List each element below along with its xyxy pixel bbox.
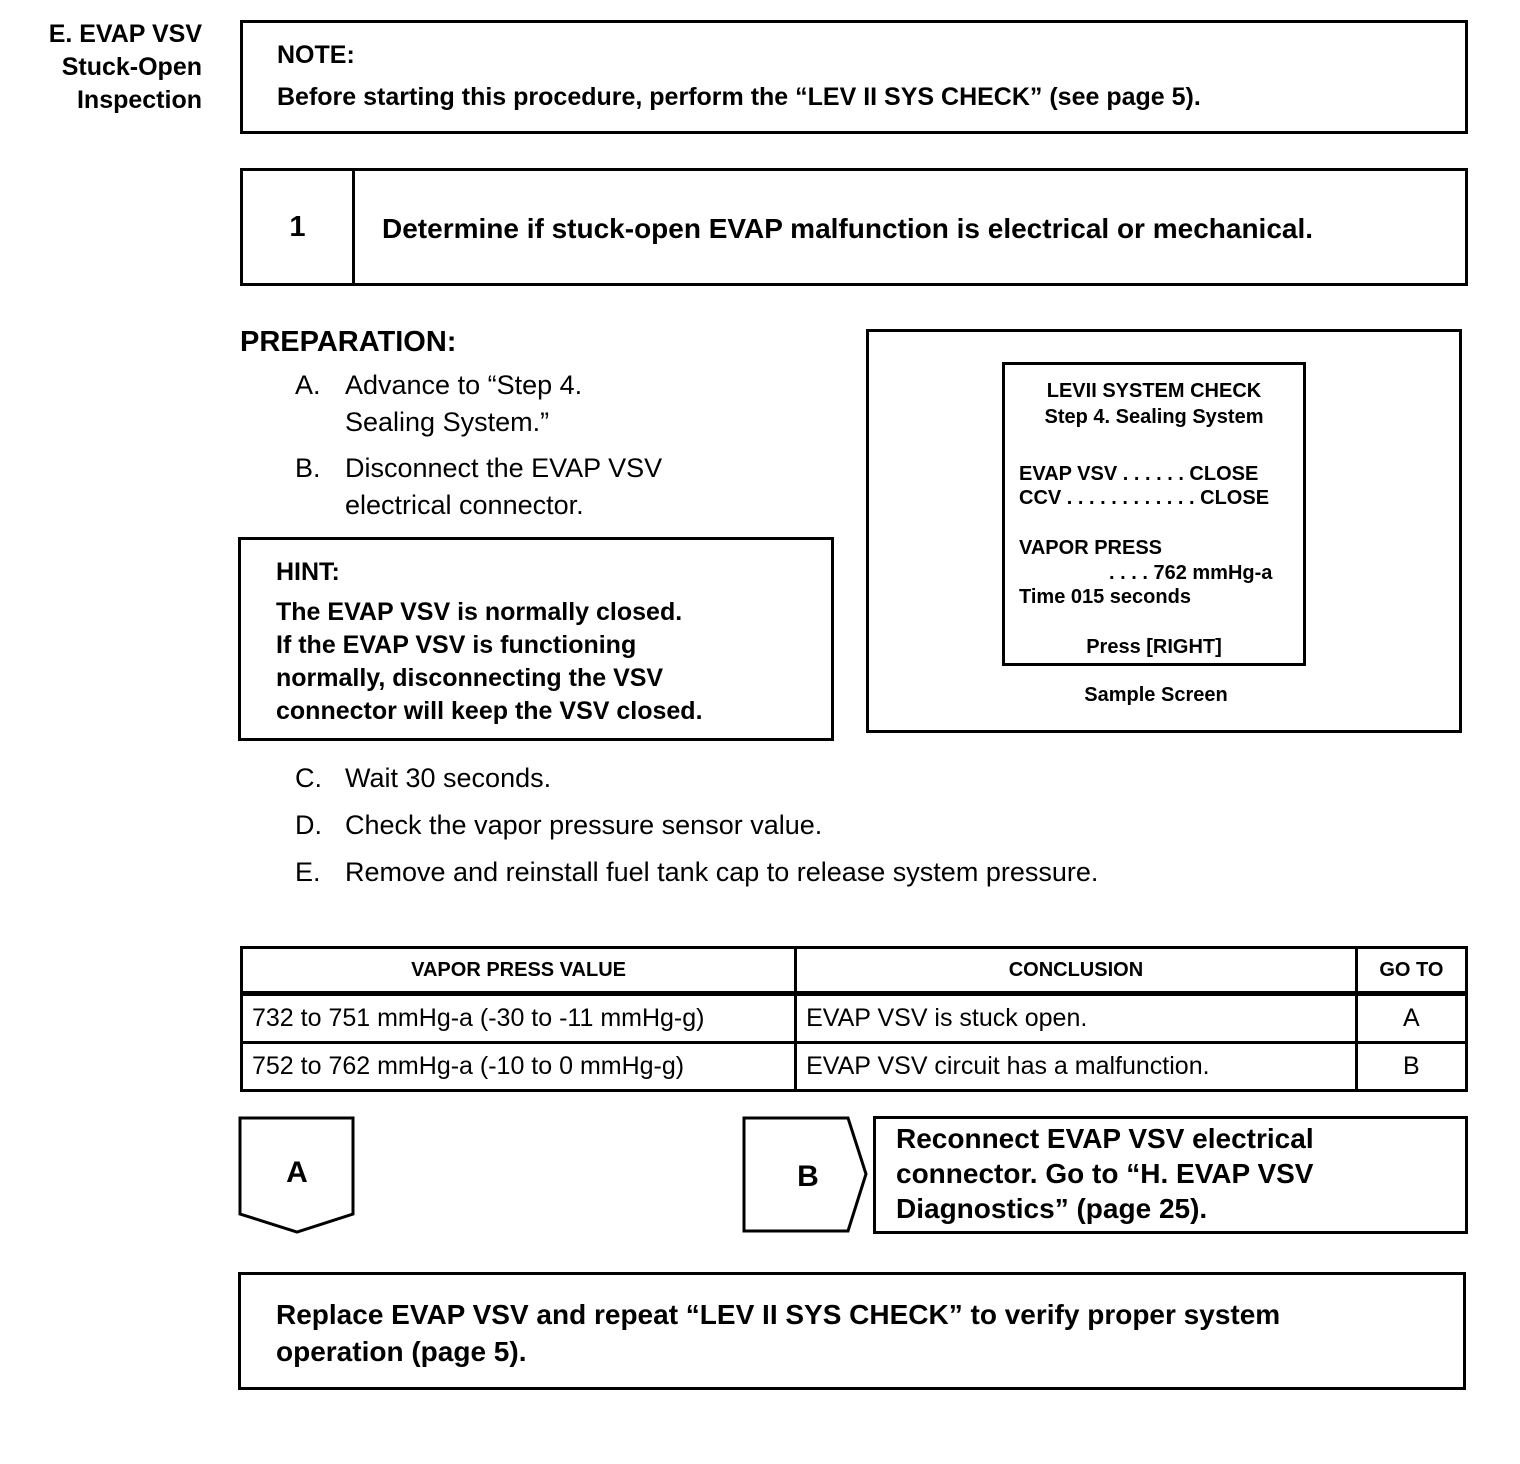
branch-b-action-line: connector. Go to “H. EVAP VSV — [896, 1158, 1314, 1189]
table-header-vapor-press: VAPOR PRESS VALUE — [242, 948, 796, 994]
hint-box — [238, 537, 834, 741]
table-header-conclusion: CONCLUSION — [796, 948, 1357, 994]
step-text: Determine if stuck-open EVAP malfunction is electrical or mechanical. — [382, 213, 1314, 244]
note-label: NOTE: — [277, 41, 355, 69]
section-title-line-2: Stuck-Open — [61, 53, 202, 81]
sample-screen-display — [1002, 362, 1306, 666]
branch-a-label: A — [286, 1156, 308, 1189]
screen-caption: Sample Screen — [1084, 684, 1228, 706]
screen-press-right: Press [RIGHT] — [1086, 636, 1222, 658]
table-cell-go-to: A — [1356, 994, 1466, 1043]
table-row — [242, 994, 1467, 1043]
section-title-line-1: E. EVAP VSV — [48, 20, 202, 48]
prep-item-letter: A. — [295, 370, 321, 400]
prep-item-e — [295, 854, 1295, 891]
hint-label: HINT: — [276, 558, 340, 586]
table-cell-vapor-press: 752 to 762 mmHg-a (-10 to 0 mmHg-g) — [242, 1043, 796, 1091]
prep-item-letter: E. — [295, 857, 321, 887]
final-step-line: Replace EVAP VSV and repeat “LEV II SYS CHECK” to verify proper system — [276, 1299, 1281, 1330]
note-box — [240, 20, 1468, 134]
prep-item-line: Sealing System.” — [345, 407, 550, 437]
screen-vapor-press-label: VAPOR PRESS — [1019, 537, 1162, 559]
prep-item-text: Wait 30 seconds. — [345, 763, 552, 793]
prep-item-letter: D. — [295, 810, 322, 840]
screen-vapor-press-value: . . . . 762 mmHg-a — [1109, 562, 1273, 584]
preparation-title: PREPARATION: — [240, 326, 457, 358]
prep-item-letter: B. — [295, 453, 321, 483]
table-row — [242, 1043, 1467, 1091]
note-text: Before starting this procedure, perform the “LEV II SYS CHECK” (see page 5). — [277, 83, 1201, 111]
hint-line: connector will keep the VSV closed. — [276, 697, 703, 725]
prep-item-a — [295, 367, 835, 441]
branch-b-action-line: Reconnect EVAP VSV electrical — [896, 1123, 1314, 1154]
screen-title: LEVII SYSTEM CHECK — [1046, 380, 1262, 402]
screen-ccv: CCV . . . . . . . . . . . . CLOSE — [1019, 487, 1270, 509]
hint-line: normally, disconnecting the VSV — [276, 664, 664, 692]
prep-item-d — [295, 807, 1195, 844]
prep-item-text: Check the vapor pressure sensor value. — [345, 810, 823, 840]
final-step-box — [238, 1272, 1466, 1390]
step-box — [240, 168, 1468, 286]
prep-item-b — [295, 450, 835, 524]
final-step-line: operation (page 5). — [276, 1336, 527, 1367]
screen-subtitle: Step 4. Sealing System — [1044, 406, 1264, 428]
table-header-go-to: GO TO — [1356, 948, 1466, 994]
hint-line: If the EVAP VSV is functioning — [276, 631, 637, 659]
table-cell-conclusion: EVAP VSV is stuck open. — [796, 994, 1357, 1043]
prep-item-c — [295, 760, 1195, 797]
branch-b-action-line: Diagnostics” (page 25). — [896, 1193, 1208, 1224]
branch-b-action-box — [873, 1116, 1468, 1234]
hint-line: The EVAP VSV is normally closed. — [276, 598, 683, 626]
result-table — [240, 946, 1468, 1092]
branch-b-label: B — [797, 1160, 819, 1193]
section-title — [10, 18, 202, 117]
screen-evap-vsv: EVAP VSV . . . . . . CLOSE — [1019, 463, 1259, 485]
prep-item-text: Remove and reinstall fuel tank cap to release system pressure. — [345, 857, 1099, 887]
table-cell-conclusion: EVAP VSV circuit has a malfunction. — [796, 1043, 1357, 1091]
prep-item-text — [345, 450, 662, 524]
section-title-line-3: Inspection — [76, 86, 202, 114]
table-header-row — [242, 948, 1467, 994]
table-cell-go-to: B — [1356, 1043, 1466, 1091]
prep-item-line: electrical connector. — [345, 490, 584, 520]
prep-item-line: Disconnect the EVAP VSV — [345, 453, 663, 483]
table-cell-vapor-press: 732 to 751 mmHg-a (-30 to -11 mmHg-g) — [242, 994, 796, 1043]
prep-item-line: Advance to “Step 4. — [345, 370, 583, 400]
prep-item-letter: C. — [295, 763, 322, 793]
screen-time: Time 015 seconds — [1019, 586, 1191, 608]
prep-item-text — [345, 367, 582, 441]
step-number: 1 — [243, 171, 355, 283]
